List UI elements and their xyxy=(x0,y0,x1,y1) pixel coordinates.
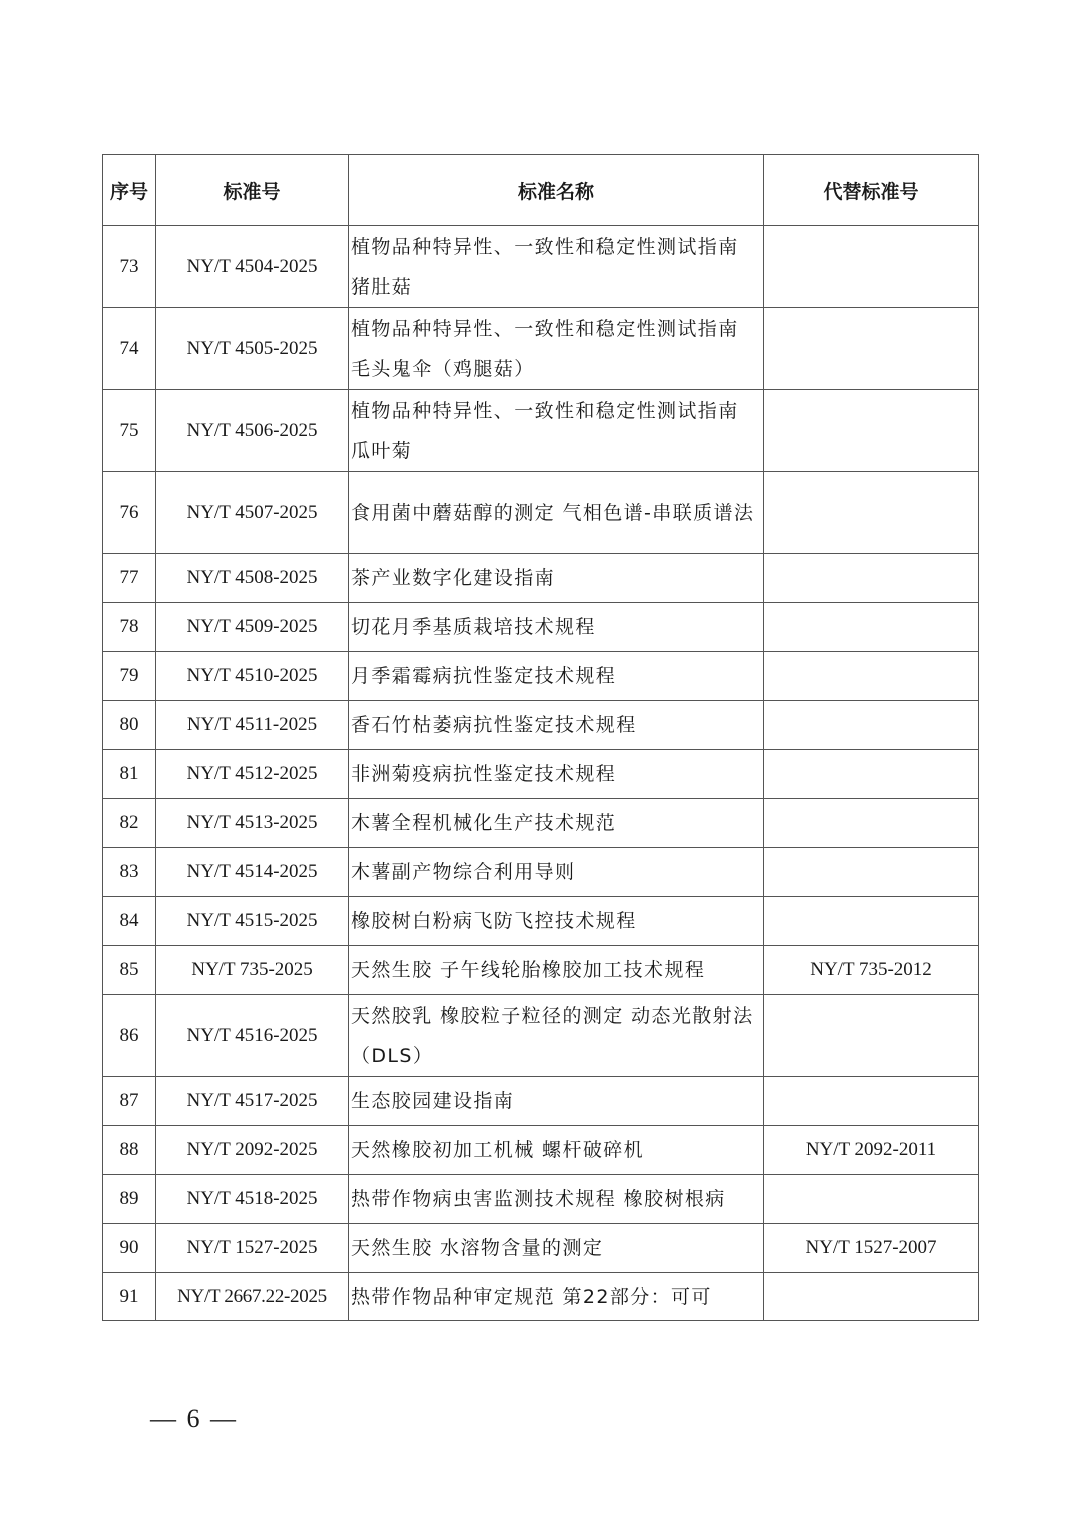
cell-standard-name: 香石竹枯萎病抗性鉴定技术规程 xyxy=(349,701,764,750)
table-row xyxy=(103,554,979,603)
header-standard-name: 标准名称 xyxy=(349,155,764,226)
cell-standard-number: NY/T 2667.22-2025 xyxy=(156,1273,349,1321)
cell-standard-number: NY/T 735-2025 xyxy=(156,946,349,995)
cell-serial-number: 75 xyxy=(103,390,156,472)
cell-serial-number: 77 xyxy=(103,554,156,603)
page-number: — 6 — xyxy=(150,1404,238,1433)
cell-serial-number: 81 xyxy=(103,750,156,799)
cell-replaced-standard xyxy=(764,472,979,554)
cell-serial-number: 83 xyxy=(103,848,156,897)
cell-standard-number: NY/T 4507-2025 xyxy=(156,472,349,554)
cell-standard-name: 木薯全程机械化生产技术规范 xyxy=(349,799,764,848)
table-header-row xyxy=(103,155,979,226)
cell-standard-number: NY/T 4505-2025 xyxy=(156,308,349,390)
cell-serial-number: 79 xyxy=(103,652,156,701)
cell-serial-number: 78 xyxy=(103,603,156,652)
table-row xyxy=(103,308,979,390)
cell-standard-number: NY/T 4512-2025 xyxy=(156,750,349,799)
cell-replaced-standard xyxy=(764,1175,979,1224)
cell-serial-number: 82 xyxy=(103,799,156,848)
cell-standard-number: NY/T 2092-2025 xyxy=(156,1126,349,1175)
table-row xyxy=(103,226,979,308)
cell-replaced-standard: NY/T 735-2012 xyxy=(764,946,979,995)
cell-serial-number: 86 xyxy=(103,995,156,1077)
table-row xyxy=(103,1126,979,1175)
cell-replaced-standard xyxy=(764,603,979,652)
cell-standard-number: NY/T 4516-2025 xyxy=(156,995,349,1077)
table-row xyxy=(103,946,979,995)
table-row xyxy=(103,390,979,472)
cell-serial-number: 80 xyxy=(103,701,156,750)
cell-standard-number: NY/T 4508-2025 xyxy=(156,554,349,603)
cell-standard-name: 天然生胶 水溶物含量的测定 xyxy=(349,1224,764,1273)
cell-replaced-standard: NY/T 2092-2011 xyxy=(764,1126,979,1175)
table-row xyxy=(103,848,979,897)
table-row xyxy=(103,897,979,946)
cell-serial-number: 74 xyxy=(103,308,156,390)
cell-standard-number: NY/T 1527-2025 xyxy=(156,1224,349,1273)
table-row xyxy=(103,750,979,799)
cell-serial-number: 90 xyxy=(103,1224,156,1273)
cell-serial-number: 85 xyxy=(103,946,156,995)
cell-standard-number: NY/T 4504-2025 xyxy=(156,226,349,308)
cell-standard-name: 木薯副产物综合利用导则 xyxy=(349,848,764,897)
cell-standard-number: NY/T 4517-2025 xyxy=(156,1077,349,1126)
table-row xyxy=(103,701,979,750)
cell-replaced-standard xyxy=(764,848,979,897)
cell-standard-name: 非洲菊疫病抗性鉴定技术规程 xyxy=(349,750,764,799)
cell-serial-number: 84 xyxy=(103,897,156,946)
standards-table xyxy=(102,154,979,1321)
cell-standard-name: 月季霜霉病抗性鉴定技术规程 xyxy=(349,652,764,701)
cell-serial-number: 87 xyxy=(103,1077,156,1126)
header-serial-number: 序号 xyxy=(103,155,156,226)
cell-standard-name: 天然橡胶初加工机械 螺杆破碎机 xyxy=(349,1126,764,1175)
header-replaced-standard: 代替标准号 xyxy=(764,155,979,226)
cell-standard-name: 生态胶园建设指南 xyxy=(349,1077,764,1126)
cell-serial-number: 89 xyxy=(103,1175,156,1224)
table-row xyxy=(103,1175,979,1224)
cell-standard-number: NY/T 4506-2025 xyxy=(156,390,349,472)
cell-replaced-standard xyxy=(764,390,979,472)
cell-replaced-standard xyxy=(764,995,979,1077)
cell-standard-name: 热带作物病虫害监测技术规程 橡胶树根病 xyxy=(349,1175,764,1224)
cell-standard-name: 切花月季基质栽培技术规程 xyxy=(349,603,764,652)
cell-replaced-standard xyxy=(764,308,979,390)
cell-standard-number: NY/T 4518-2025 xyxy=(156,1175,349,1224)
table-row xyxy=(103,603,979,652)
cell-serial-number: 73 xyxy=(103,226,156,308)
cell-standard-name: 茶产业数字化建设指南 xyxy=(349,554,764,603)
cell-standard-number: NY/T 4511-2025 xyxy=(156,701,349,750)
cell-replaced-standard xyxy=(764,226,979,308)
cell-standard-name: 天然胶乳 橡胶粒子粒径的测定 动态光散射法（DLS） xyxy=(349,995,764,1077)
cell-standard-name: 食用菌中蘑菇醇的测定 气相色谱-串联质谱法 xyxy=(349,472,764,554)
cell-standard-number: NY/T 4509-2025 xyxy=(156,603,349,652)
cell-replaced-standard xyxy=(764,750,979,799)
cell-standard-number: NY/T 4515-2025 xyxy=(156,897,349,946)
table-row xyxy=(103,995,979,1077)
cell-standard-name: 植物品种特异性、一致性和稳定性测试指南 猪肚菇 xyxy=(349,226,764,308)
cell-replaced-standard xyxy=(764,1077,979,1126)
cell-serial-number: 91 xyxy=(103,1273,156,1321)
cell-replaced-standard xyxy=(764,652,979,701)
table-row xyxy=(103,1224,979,1273)
cell-standard-number: NY/T 4510-2025 xyxy=(156,652,349,701)
table-row xyxy=(103,1273,979,1321)
cell-standard-name: 植物品种特异性、一致性和稳定性测试指南 瓜叶菊 xyxy=(349,390,764,472)
cell-replaced-standard xyxy=(764,799,979,848)
table-row xyxy=(103,472,979,554)
cell-standard-number: NY/T 4514-2025 xyxy=(156,848,349,897)
cell-replaced-standard: NY/T 1527-2007 xyxy=(764,1224,979,1273)
cell-replaced-standard xyxy=(764,1273,979,1321)
cell-serial-number: 76 xyxy=(103,472,156,554)
cell-standard-name: 天然生胶 子午线轮胎橡胶加工技术规程 xyxy=(349,946,764,995)
cell-standard-name: 橡胶树白粉病飞防飞控技术规程 xyxy=(349,897,764,946)
table-row xyxy=(103,799,979,848)
cell-standard-name: 热带作物品种审定规范 第22部分：可可 xyxy=(349,1273,764,1321)
header-standard-number: 标准号 xyxy=(156,155,349,226)
cell-standard-name: 植物品种特异性、一致性和稳定性测试指南 毛头鬼伞（鸡腿菇） xyxy=(349,308,764,390)
cell-replaced-standard xyxy=(764,897,979,946)
table-row xyxy=(103,1077,979,1126)
cell-serial-number: 88 xyxy=(103,1126,156,1175)
cell-replaced-standard xyxy=(764,701,979,750)
cell-replaced-standard xyxy=(764,554,979,603)
table-row xyxy=(103,652,979,701)
cell-standard-number: NY/T 4513-2025 xyxy=(156,799,349,848)
